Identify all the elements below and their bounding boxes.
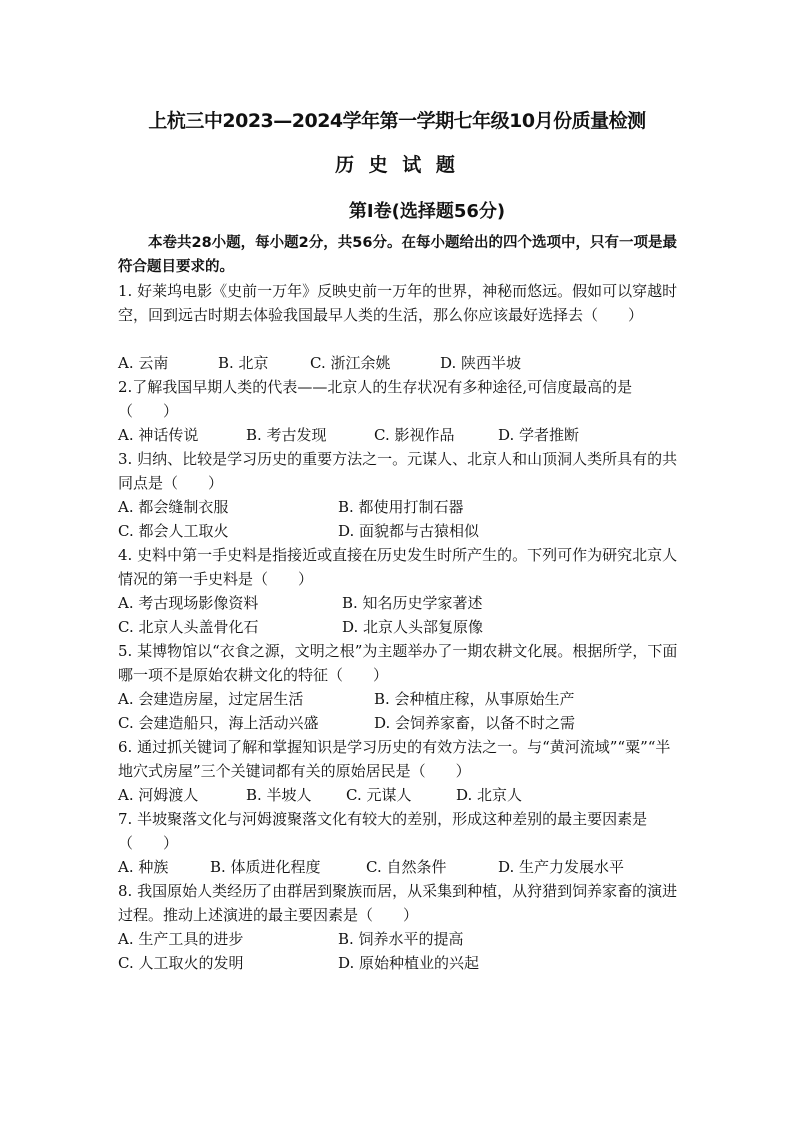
option-c: C. 都会人工取火 [118, 522, 229, 540]
option-b: B. 体质进化程度 [210, 858, 321, 876]
option-a: A. 考古现场影像资料 [118, 594, 259, 612]
option-b: B. 会种植庄稼，从事原始生产 [374, 690, 575, 708]
option-d: D. 面貌都与古猿相似 [338, 522, 480, 540]
options-row [118, 951, 680, 975]
option-d: D. 北京人头部复原像 [342, 618, 484, 636]
question-stem-8: 8. 我国原始人类经历了由群居到聚族而居，从采集到种植，从狩猎到饲养家畜的演进过程。推动上述演进的最主要因素是（ ） [118, 882, 678, 924]
option-b: B. 考古发现 [246, 426, 327, 444]
instructions: 本卷共28小题，每小题2分，共56分。在每小题给出的四个选项中，只有一项是最符合题目要求的。 [118, 235, 677, 275]
option-b: B. 饲养水平的提高 [338, 930, 464, 948]
question-stem-4: 4. 史料中第一手史料是指接近或直接在历史发生时所产生的。下列可作为研究北京人情况的第一手史料是（ ） [118, 546, 678, 588]
option-c: C. 影视作品 [374, 426, 455, 444]
question-stem-1: 1. 好莱坞电影《史前一万年》反映史前一万年的世界，神秘而悠远。假如可以穿越时空，回到远古时期去体验我国最早人类的生活，那么你应该最好选择去（ ） [118, 282, 678, 324]
section-title: 第Ⅰ卷(选择题56分) [348, 201, 506, 222]
question-stem-5: 5. 某博物馆以“衣食之源，文明之根”为主题举办了一期农耕文化展。根据所学，下面哪一项不是原始农耕文化的特征（ ） [118, 642, 678, 684]
option-b: B. 北京 [218, 354, 269, 372]
option-d: D. 陕西半坡 [440, 354, 522, 372]
option-a: A. 云南 [118, 354, 169, 372]
option-b: B. 都使用打制石器 [338, 498, 464, 516]
options-row [118, 591, 680, 615]
options-row [118, 495, 680, 519]
options-row [118, 687, 680, 711]
subject-title: 历 史 试 题 [335, 154, 459, 176]
options-row [118, 927, 680, 951]
option-d: D. 原始种植业的兴起 [338, 954, 480, 972]
option-a: A. 种族 [118, 858, 169, 876]
option-a: A. 生产工具的进步 [118, 930, 244, 948]
option-a: A. 神话传说 [118, 426, 199, 444]
option-d: D. 北京人 [456, 786, 523, 804]
option-c: C. 人工取火的发明 [118, 954, 244, 972]
option-a: A. 会建造房屋，过定居生活 [118, 690, 304, 708]
options-row [118, 423, 680, 447]
question-stem-7: 7. 半坡聚落文化与河姆渡聚落文化有较大的差别，形成这种差别的最主要因素是（ ） [118, 810, 648, 852]
option-c: C. 元谋人 [346, 786, 412, 804]
option-b: B. 半坡人 [246, 786, 312, 804]
option-a: A. 都会缝制衣服 [118, 498, 229, 516]
options-row [118, 519, 680, 543]
options-row [118, 855, 680, 879]
option-d: D. 会饲养家畜，以备不时之需 [374, 714, 576, 732]
question-stem-3: 3. 归纳、比较是学习历史的重要方法之一。元谋人、北京人和山顶洞人类所具有的共同点是（ ） [118, 450, 678, 492]
options-row [118, 711, 680, 735]
options-row [118, 351, 680, 375]
option-c: C. 浙江余姚 [310, 354, 391, 372]
option-a: A. 河姆渡人 [118, 786, 199, 804]
exam-title: 上杭三中2023—2024学年第一学期七年级10月份质量检测 [148, 110, 646, 132]
option-d: D. 生产力发展水平 [498, 858, 625, 876]
options-row [118, 615, 680, 639]
options-row [118, 783, 680, 807]
question-stem-2: 2.了解我国早期人类的代表——北京人的生存状况有多种途径,可信度最高的是（ ） [118, 378, 633, 420]
option-c: C. 北京人头盖骨化石 [118, 618, 259, 636]
option-c: C. 会建造船只，海上活动兴盛 [118, 714, 319, 732]
option-b: B. 知名历史学家著述 [342, 594, 483, 612]
question-stem-6: 6. 通过抓关键词了解和掌握知识是学习历史的有效方法之一。与“黄河流域”“粟”“半地穴式房屋”三个关键词都有关的原始居民是（ ） [118, 738, 671, 780]
option-d: D. 学者推断 [498, 426, 580, 444]
option-c: C. 自然条件 [366, 858, 447, 876]
